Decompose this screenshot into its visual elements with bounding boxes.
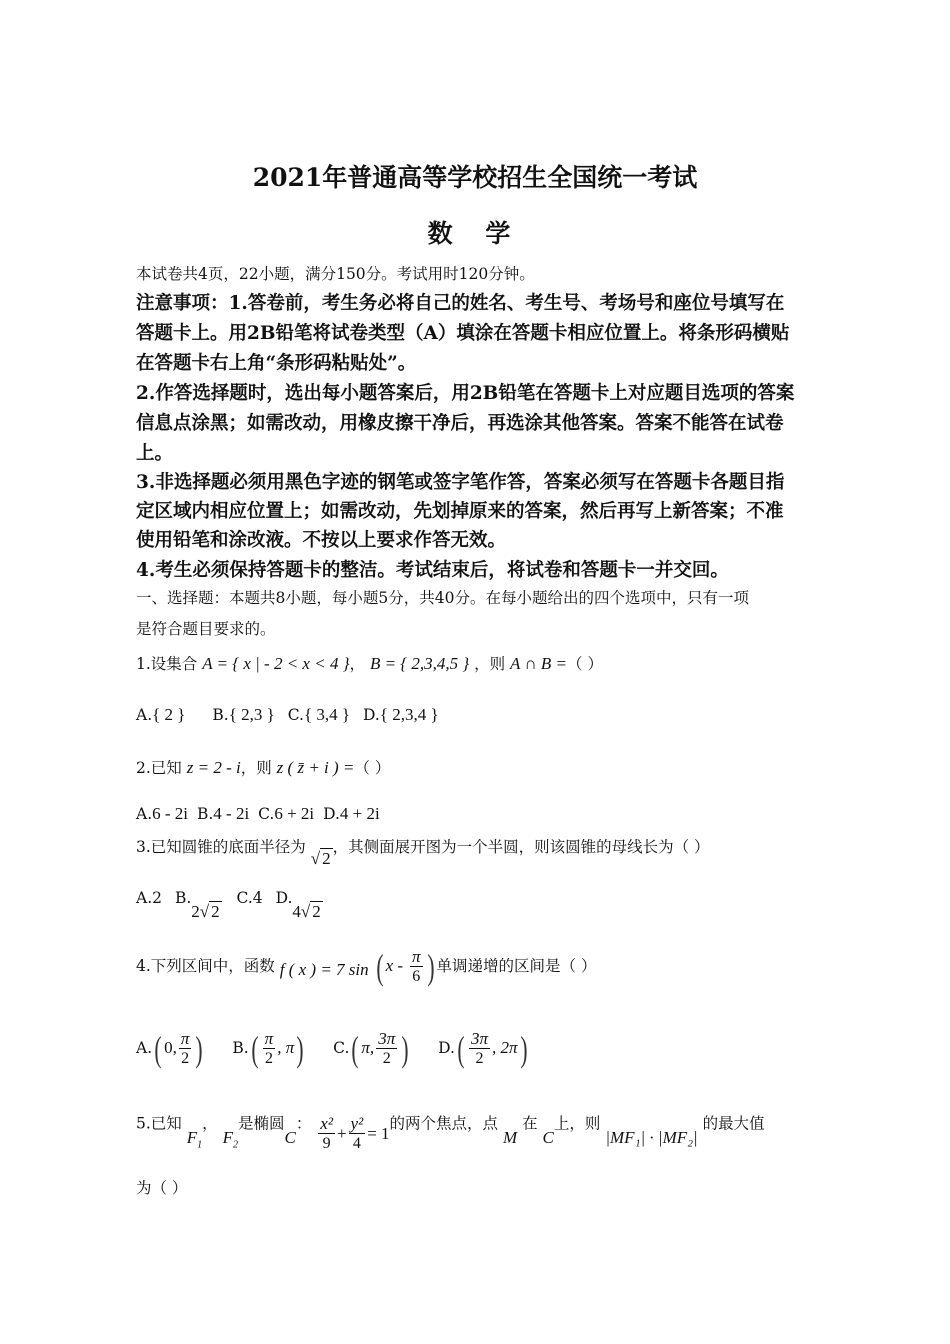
note-line: 信息点涂黑；如需改动，用橡皮擦干净后，再选涂其他答案。答案不能答在试卷 <box>136 413 784 434</box>
denominator: 2 <box>264 1049 273 1067</box>
option-a-left: 0, <box>164 1038 177 1057</box>
note-line: 使用铅笔和涂改液。不按以上要求作答无效。 <box>136 530 507 551</box>
fraction <box>349 1115 366 1154</box>
q2-stem: 2.已知 <box>136 759 182 777</box>
answer-paren: （ ） <box>354 759 391 777</box>
q1-stem: 1.设集合 <box>136 655 198 673</box>
question-1 <box>136 652 603 674</box>
q2-options <box>136 804 380 824</box>
intersection-expr: A ∩ B = <box>510 654 568 673</box>
q1-then: ，则 <box>474 655 506 673</box>
q5-tail: 的最大值 <box>702 1114 765 1133</box>
fraction <box>376 1030 397 1069</box>
question-3 <box>136 835 710 868</box>
numerator: 3π <box>470 1028 488 1048</box>
q5-then: 上，则 <box>553 1114 601 1133</box>
answer-paren: （ ） <box>567 655 603 673</box>
fraction <box>318 1115 335 1154</box>
note-line: 定区域内相应位置上；如需改动，先划掉原来的答案，然后再写上新答案；不准 <box>136 501 784 522</box>
option-label: C. <box>236 889 253 907</box>
note-line: 2.作答选择题时，选出每小题答案后，用2B铅笔在答题卡上对应题目选项的答案 <box>136 383 795 404</box>
option-a: { 2 } <box>152 705 186 724</box>
numerator: 3π <box>378 1028 396 1048</box>
option-b: 2√ 2 <box>191 902 220 921</box>
q5-line2: 为（ ） <box>136 1179 188 1197</box>
ellipse-c: C <box>284 1127 296 1147</box>
option-label: B. <box>174 889 192 907</box>
note-line: 3.非选择题必须用黑色字迹的钢笔或签字笔作答，答案必须写在答题卡各题目指 <box>136 472 785 493</box>
denominator: 6 <box>412 967 421 985</box>
option-label: D. <box>275 889 293 907</box>
option-d: 4√ 2 <box>292 902 321 921</box>
option-c: 4 <box>252 889 263 907</box>
option-c: 6 + 2i <box>274 804 315 823</box>
numerator: π <box>411 946 421 966</box>
subject-title: 数 学 <box>427 219 523 248</box>
option-b-right: , π <box>277 1038 295 1057</box>
set-b: B = { 2,3,4,5 } <box>369 654 470 673</box>
denominator: 9 <box>322 1135 331 1152</box>
function-expr: f ( x ) = 7 sin <box>279 960 369 979</box>
option-label: B. <box>212 706 229 724</box>
q4-options: A.( 0, $\frac{\pi}{2}$ ) B.( $\frac{\pi}{2}$ , π) C.( π, $\frac{3\pi}{2}$ ) D.( $\frac{3\pi}{2}$ , 2π) <box>136 1028 528 1069</box>
q3-stem: 3.已知圆锥的底面半径为 <box>136 838 306 856</box>
question-4: 4.下列区间中，函数 f ( x ) = 7 sin ( x - $\frac{\pi}{6}$ ) 单调递增的区间是（ ） <box>136 946 597 987</box>
sqrt-radius: √ 2 <box>310 849 331 868</box>
option-label: D. <box>362 706 380 724</box>
question-5 <box>136 1105 765 1152</box>
fraction <box>469 1030 490 1069</box>
option-label: C. <box>333 1039 350 1057</box>
option-label: A. <box>136 1039 153 1057</box>
option-d: 4 + 2i <box>339 804 380 823</box>
radicand: 2 <box>312 902 321 921</box>
q3-options <box>136 888 323 921</box>
q5-is: 是椭圆 <box>237 1114 285 1133</box>
denominator: 2 <box>382 1049 391 1067</box>
subscript: 1 <box>197 1138 203 1150</box>
radicand: 2 <box>322 849 331 868</box>
ellipse-c: C <box>542 1127 554 1147</box>
coef: 2 <box>191 902 200 921</box>
option-b: 4 - 2i <box>213 804 250 823</box>
denominator: 4 <box>352 1135 361 1152</box>
option-label: B. <box>196 805 214 823</box>
numerator: x² <box>320 1114 333 1133</box>
inner-expr: x - <box>385 956 404 975</box>
option-label: A. <box>136 805 153 823</box>
numerator: y² <box>350 1114 364 1133</box>
option-d: { 2,3,4 } <box>379 705 439 724</box>
section-heading: 一、选择题：本题共8小题，每小题5分，共40分。在每小题给出的四个选项中，只有一项 <box>136 589 749 607</box>
coef: 4 <box>292 902 301 921</box>
option-label: A. <box>136 889 153 907</box>
q4-stem: 4.下列区间中，函数 <box>136 957 275 975</box>
separator: ， <box>202 1114 218 1133</box>
colon: ： <box>295 1114 312 1133</box>
option-a: 6 - 2i <box>152 804 189 823</box>
focus-f2 <box>222 1127 238 1150</box>
q5-mid: 的两个焦点，点 <box>389 1114 499 1133</box>
radicand: 2 <box>211 902 220 921</box>
option-c: { 3,4 } <box>303 705 351 724</box>
denominator: 2 <box>475 1049 484 1067</box>
option-b: { 2,3 } <box>228 705 275 724</box>
product-expr: |MF₁| · |MF₂| <box>605 1127 698 1147</box>
note-line: 在答题卡右上角“条形码粘贴处”。 <box>136 353 417 374</box>
option-label: A. <box>136 706 153 724</box>
q4-rest: 单调递增的区间是（ ） <box>436 957 597 975</box>
note-line: 注意事项：1.答卷前，考生务必将自己的姓名、考生号、考场号和座位号填写在 <box>136 293 785 314</box>
f2-symbol: F <box>222 1127 233 1147</box>
option-label: D. <box>323 805 340 823</box>
q5-on: 在 <box>522 1114 538 1133</box>
note-line: 上。 <box>136 443 174 464</box>
equals: = 1 <box>367 1123 390 1143</box>
set-a: A = { x | - 2 < x < 4 } <box>202 654 350 673</box>
q5-stem: 5.已知 <box>136 1114 182 1133</box>
option-label: D. <box>438 1039 455 1057</box>
option-d-right: , 2π <box>492 1038 518 1057</box>
option-label: C. <box>287 706 304 724</box>
z-definition: z = 2 - i <box>186 758 241 777</box>
q2-then: ，则 <box>240 759 272 777</box>
focus-f1 <box>186 1127 203 1150</box>
z-expression: z ( z̄ + i ) = <box>276 758 355 777</box>
f1-symbol: F <box>186 1127 198 1147</box>
option-a: 2 <box>152 889 162 907</box>
option-c-left: π, <box>361 1038 375 1057</box>
numerator: π <box>264 1028 274 1048</box>
subscript: 2 <box>232 1138 238 1150</box>
plus: + <box>336 1123 347 1143</box>
intro-text: 本试卷共4页，22小题，满分150分。考试用时120分钟。 <box>136 265 535 283</box>
q1-options <box>136 705 439 725</box>
question-2 <box>136 756 390 778</box>
fraction <box>263 1030 276 1069</box>
option-label: C. <box>258 805 275 823</box>
denominator: 2 <box>181 1049 190 1067</box>
separator: ， <box>349 655 366 673</box>
fraction <box>410 948 423 987</box>
numerator: π <box>180 1028 190 1048</box>
section-heading: 是符合题目要求的。 <box>136 620 276 638</box>
fraction <box>179 1030 192 1069</box>
q3-rest: ，其侧面展开图为一个半圆，则该圆锥的母线长为（ ） <box>332 838 710 856</box>
point-m: M <box>502 1127 518 1147</box>
note-line: 4.考生必须保持答题卡的整洁。考试结束后，将试卷和答题卡一并交回。 <box>136 560 729 581</box>
exam-title: 2021年普通高等学校招生全国统一考试 <box>252 163 698 192</box>
option-label: B. <box>232 1039 249 1057</box>
note-line: 答题卡上。用2B铅笔将试卷类型（A）填涂在答题卡相应位置上。将条形码横贴 <box>136 323 790 344</box>
